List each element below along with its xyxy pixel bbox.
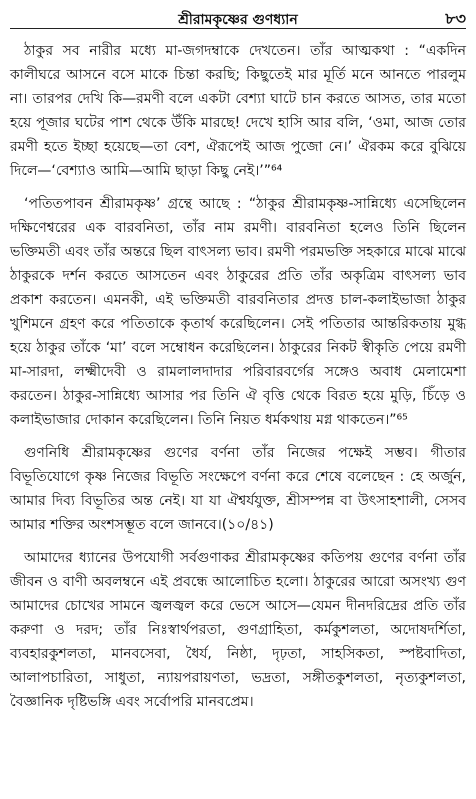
page-number: ৮৩ xyxy=(445,9,466,28)
paragraph-virtues: আমাদের ধ্যানের উপযোগী সর্বগুণাকর শ্রীরামকৃষ্ণের কতিপয় গুণের বর্ণনা তাঁর জীবন ও বাণী অবলম্বনে এই প্রবন্ধে আলোচিত হলো। ঠাকুরের আরো অসংখ্য গুণ আমাদের চোখের সামনে জ্বলজ্বল করে ভেসে আসে—যেমন দীনদরিদ্রের প্রতি তাঁর করুণা ও দরদ; তাঁর নিঃস্বার্থপরতা, গুণগ্রাহিতা, কর্মকুশলতা, অদোষদর্শিতা, ব্যবহারকুশলতা, মানবসেবা, ধৈর্য, নিষ্ঠা, দৃঢ়তা, সাহসিকতা, স্পষ্টবাদিতা, আলাপচারিতা, সাধুতা, ন্যায়পরায়ণতা, ভদ্রতা, সঙ্গীতকুশলতা, নৃত্যকুশলতা, বৈজ্ঞানিক দৃষ্টিভঙ্গি এবং সর্বোপরি মানবপ্রেম। xyxy=(10,550,466,710)
paragraph-kali-vision: ঠাকুর সব নারীর মধ্যে মা-জগদম্বাকে দেখতেন। তাঁর আত্মকথা : “একদিন কালীঘরে আসনে বসে মাকে চিন্তা করছি; কিছুতেই মার মূর্তি মনে আনতে পারলুম না। তারপর দেখি কি—রমণী বলে একটা বেশ্যা ঘাটে চান করতে আসত, তার মতো হয়ে পূজার ঘটের পাশ থেকে উঁকি মারছে! দেখে হাসি আর বলি, ‘ওমা, আজ তোর রমণী হতে ইচ্ছা হয়েছে—তা বেশ, ঐরূপেই আজ পুজো নে।’ ঐরকম করে বুঝিয়ে দিলে—‘বেশ্যাও আমি—আমি ছাড়া কিছু নেই।’”⁶⁴ xyxy=(10,43,466,179)
paragraph-ramani-devotee: ‘পতিতপাবন শ্রীরামকৃষ্ণ’ গ্রন্থে আছে : “ঠাকুর শ্রীরামকৃষ্ণ-সান্নিধ্যে এসেছিলেন দক্ষিণেশ্বরের এক বারবনিতা, তাঁর নাম রমণী। বারবনিতা হলেও তিনি ছিলেন ভক্তিমতী এবং তাঁর অন্তরে ছিল বাৎসল্য ভাব। রমণী পরমভক্তি সহকারে মাঝে মাঝে ঠাকুরকে দর্শন করতে আসতেন এবং ঠাকুরের প্রতি তাঁর অকৃত্রিম বাৎসল্য ভাব প্রকাশ করতেন। এমনকী, এই ভক্তিমতী বারবনিতার প্রদত্ত চাল-কলাইভাজা ঠাকুর খুশিমনে গ্রহণ করে পতিতাকে কৃতার্থ করেছিলেন। সেই পতিতার আন্তরিকতায় মুগ্ধ হয়ে ঠাকুর তাঁকে ‘মা’ বলে সম্বোধন করেছিলেন। ঠাকুরের নিকট স্বীকৃতি পেয়ে রমণী মা-সারদা, লক্ষ্মীদেবী ও রামলালদাদার পরিবারবর্গের সঙ্গেও অবাধ মেলামেশা করতেন। ঠাকুর-সান্নিধ্যে আসার পর তিনি ঐ বৃত্তি থেকে বিরত হয়ে মুড়ি, চিঁড়ে ও কলাইভাজার দোকান করেছিলেন। তিনি নিয়ত ধর্মকথায় মগ্ন থাকতেন।”⁶⁵ xyxy=(10,196,466,428)
paragraph-gita-vibhuti: গুণনিধি শ্রীরামকৃষ্ণের গুণের বর্ণনা তাঁর নিজের পক্ষেই সম্ভব। গীতার বিভূতিযোগে কৃষ্ণ নিজের বিভূতি সংক্ষেপে বর্ণনা করে শেষে বলেছেন : হে অর্জুন, আমার দিব্য বিভূতির অন্ত নেই। যা যা ঐশ্বর্যযুক্ত, শ্রীসম্পন্ন বা উৎসাহশালী, সেসব আমার শক্তির অংশসম্ভূত বলে জানবে।(১০/৪১) xyxy=(10,445,466,533)
running-head xyxy=(10,6,466,29)
running-title: শ্রীরামকৃষ্ণের গুণধ্যান xyxy=(178,12,298,28)
